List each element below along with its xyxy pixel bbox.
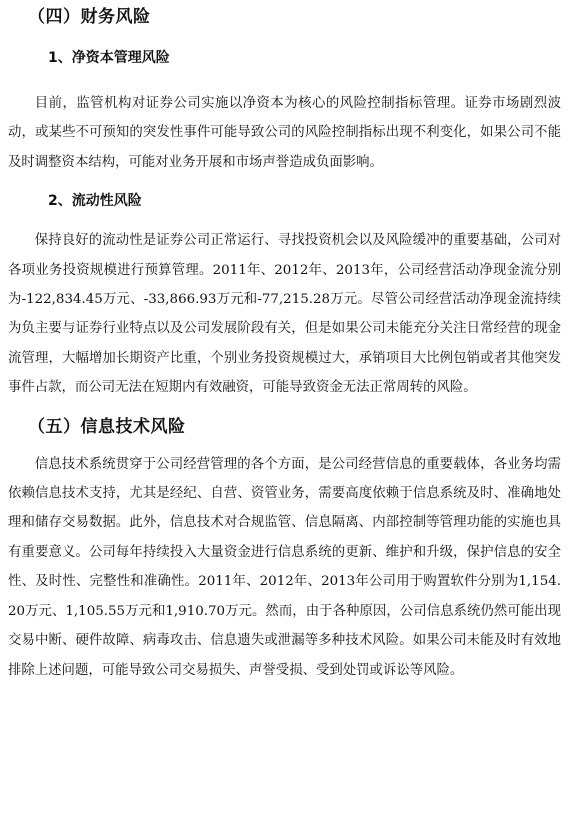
subheading-liquidity-risk: 2、流动性风险 — [48, 193, 142, 210]
paragraph-net-capital-risk: 目前，监管机构对证券公司实施以净资本为核心的风险控制指标管理。证券市场剧烈波动，或某些不可预知的突发性事件可能导致公司的风险控制指标出现不利变化，如果公司不能及时调整资本结构，可能对业务开展和市场声誉造成负面影响。 — [8, 96, 561, 170]
section-heading-financial-risk: （四）财务风险 — [28, 7, 151, 27]
paragraph-liquidity-risk: 保持良好的流动性是证券公司正常运行、寻找投资机会以及风险缓冲的重要基础，公司对各项业务投资规模进行预算管理。2011年、2012年、2013年，公司经营活动净现金流分别为-122,834.45万元、-33,866.93万元和-77,215.28万元。尽管公司经营活动净现金流持续为负主要与证券行业特点以及公司发展阶段有关，但是如果公司未能充分关注日常经营的现金流管理，大幅增加长期资产比重，个别业务投资规模过大，承销项目大比例包销或者其他突发事件占款，而公司无法在短期内有效融资，可能导致资金无法正常周转的风险。 — [8, 233, 561, 396]
subheading-net-capital-risk: 1、净资本管理风险 — [48, 50, 170, 66]
section-heading-it-risk: （五）信息技术风险 — [28, 416, 186, 437]
paragraph-it-risk: 信息技术系统贯穿于公司经营管理的各个方面，是公司经营信息的重要载体，各业务均需依赖信息技术支持，尤其是经纪、自营、资管业务，需要高度依赖于信息系统及时、准确地处理和储存交易数据。此外，信息技术对合规监管、信息隔离、内部控制等管理功能的实施也具有重要意义。公司每年持续投入大量资金进行信息系统的更新、维护和升级，保护信息的安全性、及时性、完整性和准确性。2011年、2012年、2013年公司用于购置软件分别为1,154.20万元、1,105.55万元和1,910.70万元。然而，由于各种原因，公司信息系统仍然可能出现交易中断、硬件故障、病毒攻击、信息遗失或泄漏等多种技术风险。如果公司未能及时有效地排除上述问题，可能导致公司交易损失、声誉受损、受到处罚或诉讼等风险。 — [8, 456, 561, 678]
